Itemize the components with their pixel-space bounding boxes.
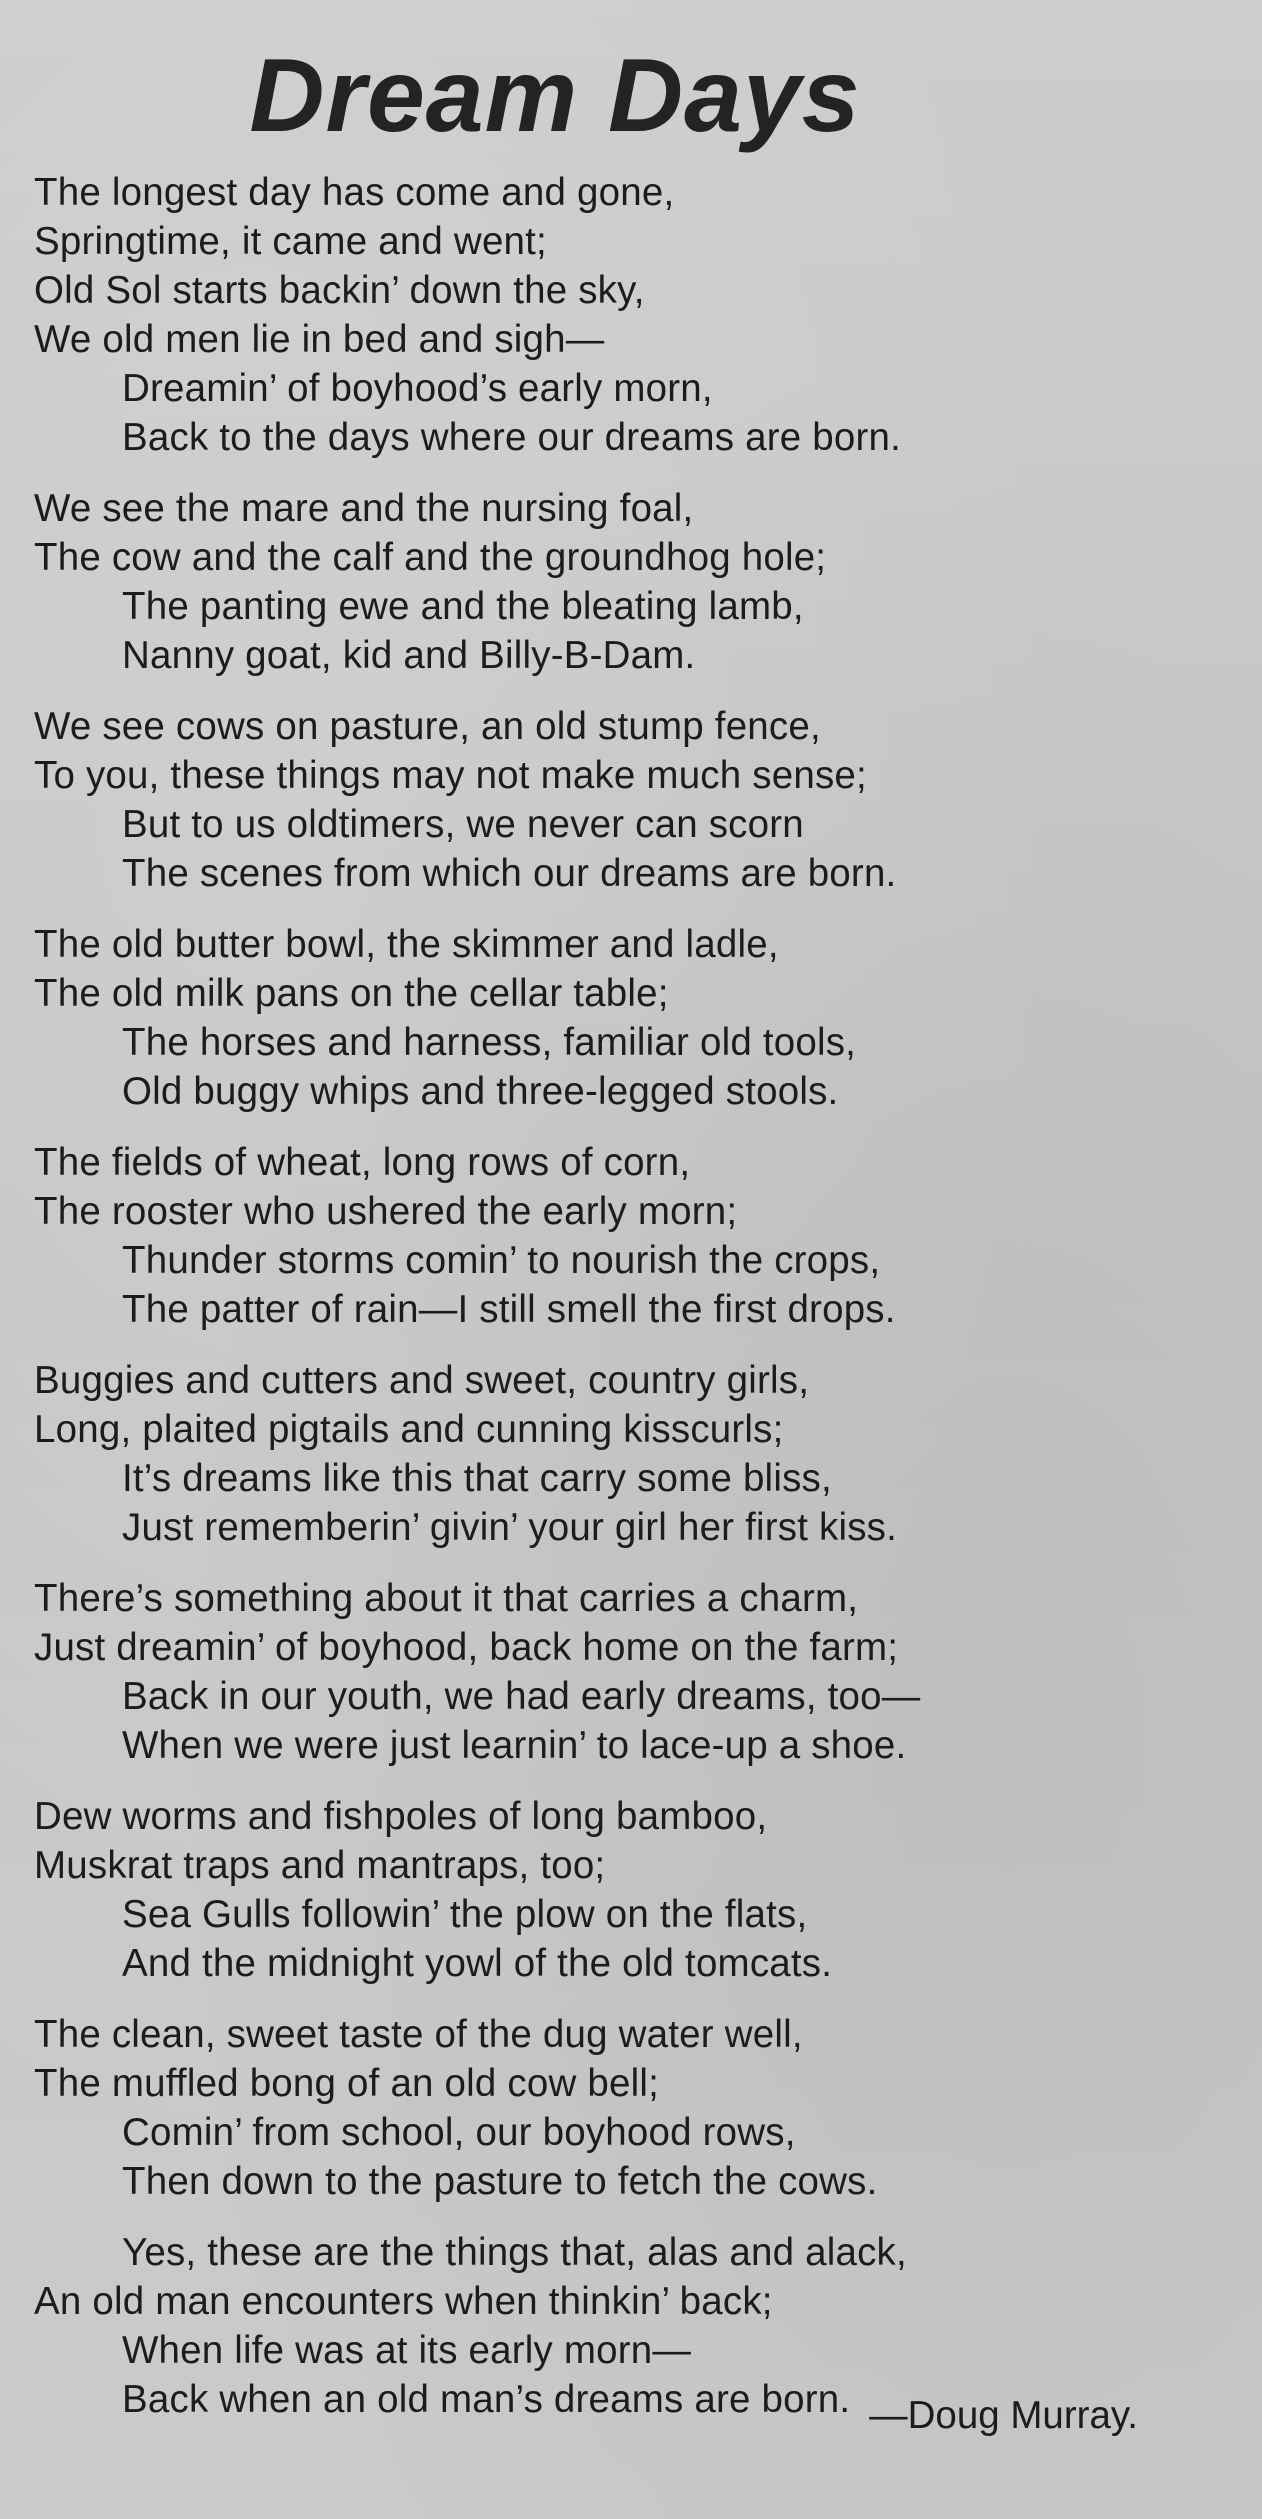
poem-line: The fields of wheat, long rows of corn,	[34, 1141, 691, 1184]
poem-body	[34, 168, 1224, 2446]
poem-line: The rooster who ushered the early morn;	[34, 1190, 738, 1233]
poem-line: The cow and the calf and the groundhog hole;	[34, 536, 827, 579]
poem-line: Dreamin’ of boyhood’s early morn,	[122, 367, 713, 410]
poem-line: When life was at its early morn—	[122, 2329, 692, 2372]
poem-line: Long, plaited pigtails and cunning kisscurls;	[34, 1408, 784, 1451]
poem-line: Yes, these are the things that, alas and alack,	[122, 2231, 907, 2274]
poem-line: There’s something about it that carries a charm,	[34, 1577, 859, 1620]
poem-line: Nanny goat, kid and Billy-B-Dam.	[122, 634, 696, 677]
stanza	[34, 920, 1224, 1116]
poem-line: We see the mare and the nursing foal,	[34, 487, 694, 530]
poem-line: The longest day has come and gone,	[34, 171, 675, 214]
poem-line: Buggies and cutters and sweet, country girls,	[34, 1359, 810, 1402]
poem-line: We see cows on pasture, an old stump fence,	[34, 705, 821, 748]
poem-line: Sea Gulls followin’ the plow on the flats,	[122, 1893, 808, 1936]
poem-line: Thunder storms comin’ to nourish the crops,	[122, 1239, 881, 1282]
poem-line: Just dreamin’ of boyhood, back home on the farm;	[34, 1626, 899, 1669]
poem-line: It’s dreams like this that carry some bliss,	[122, 1457, 832, 1500]
poem-line: Muskrat traps and mantraps, too;	[34, 1844, 606, 1887]
poem-line: Springtime, it came and went;	[34, 220, 547, 263]
poem-line: The scenes from which our dreams are born.	[122, 852, 897, 895]
poem-line: The clean, sweet taste of the dug water well,	[34, 2013, 803, 2056]
stanza	[34, 1356, 1224, 1552]
poem-line: Old Sol starts backin’ down the sky,	[34, 269, 645, 312]
poem-line: Back in our youth, we had early dreams, too—	[122, 1675, 921, 1718]
author-signature: —Doug Murray.	[869, 2394, 1138, 2437]
poem-line: Back to the days where our dreams are born.	[122, 416, 901, 459]
poem-line: The old milk pans on the cellar table;	[34, 972, 669, 1015]
poem-line: Comin’ from school, our boyhood rows,	[122, 2111, 796, 2154]
stanza	[34, 168, 1224, 462]
stanza	[34, 1574, 1224, 1770]
stanza	[34, 702, 1224, 898]
poem-line: The horses and harness, familiar old tools,	[122, 1021, 857, 1064]
poem-line: Old buggy whips and three-legged stools.	[122, 1070, 839, 1113]
poem-line: Back when an old man’s dreams are born.	[122, 2378, 851, 2421]
stanza	[34, 2010, 1224, 2206]
poem-line: An old man encounters when thinkin’ back;	[34, 2280, 773, 2323]
poem-line: Just rememberin’ givin’ your girl her first kiss.	[122, 1506, 898, 1549]
stanza	[34, 1792, 1224, 1988]
poem-line: The panting ewe and the bleating lamb,	[122, 585, 804, 628]
stanza	[34, 1138, 1224, 1334]
poem-line: The patter of rain—I still smell the first drops.	[122, 1288, 896, 1331]
poem-line: To you, these things may not make much sense;	[34, 754, 867, 797]
poem-line: But to us oldtimers, we never can scorn	[122, 803, 804, 846]
poem-line: Then down to the pasture to fetch the cows.	[122, 2160, 878, 2203]
poem-line: Dew worms and fishpoles of long bamboo,	[34, 1795, 768, 1838]
poem-title: Dream Days	[249, 38, 861, 154]
poem-line: We old men lie in bed and sigh—	[34, 318, 605, 361]
poem-line: And the midnight yowl of the old tomcats.	[122, 1942, 833, 1985]
poem-line: When we were just learnin’ to lace-up a shoe.	[122, 1724, 907, 1767]
stanza	[34, 484, 1224, 680]
poem-line: The old butter bowl, the skimmer and ladle,	[34, 923, 779, 966]
poem-line: The muffled bong of an old cow bell;	[34, 2062, 660, 2105]
